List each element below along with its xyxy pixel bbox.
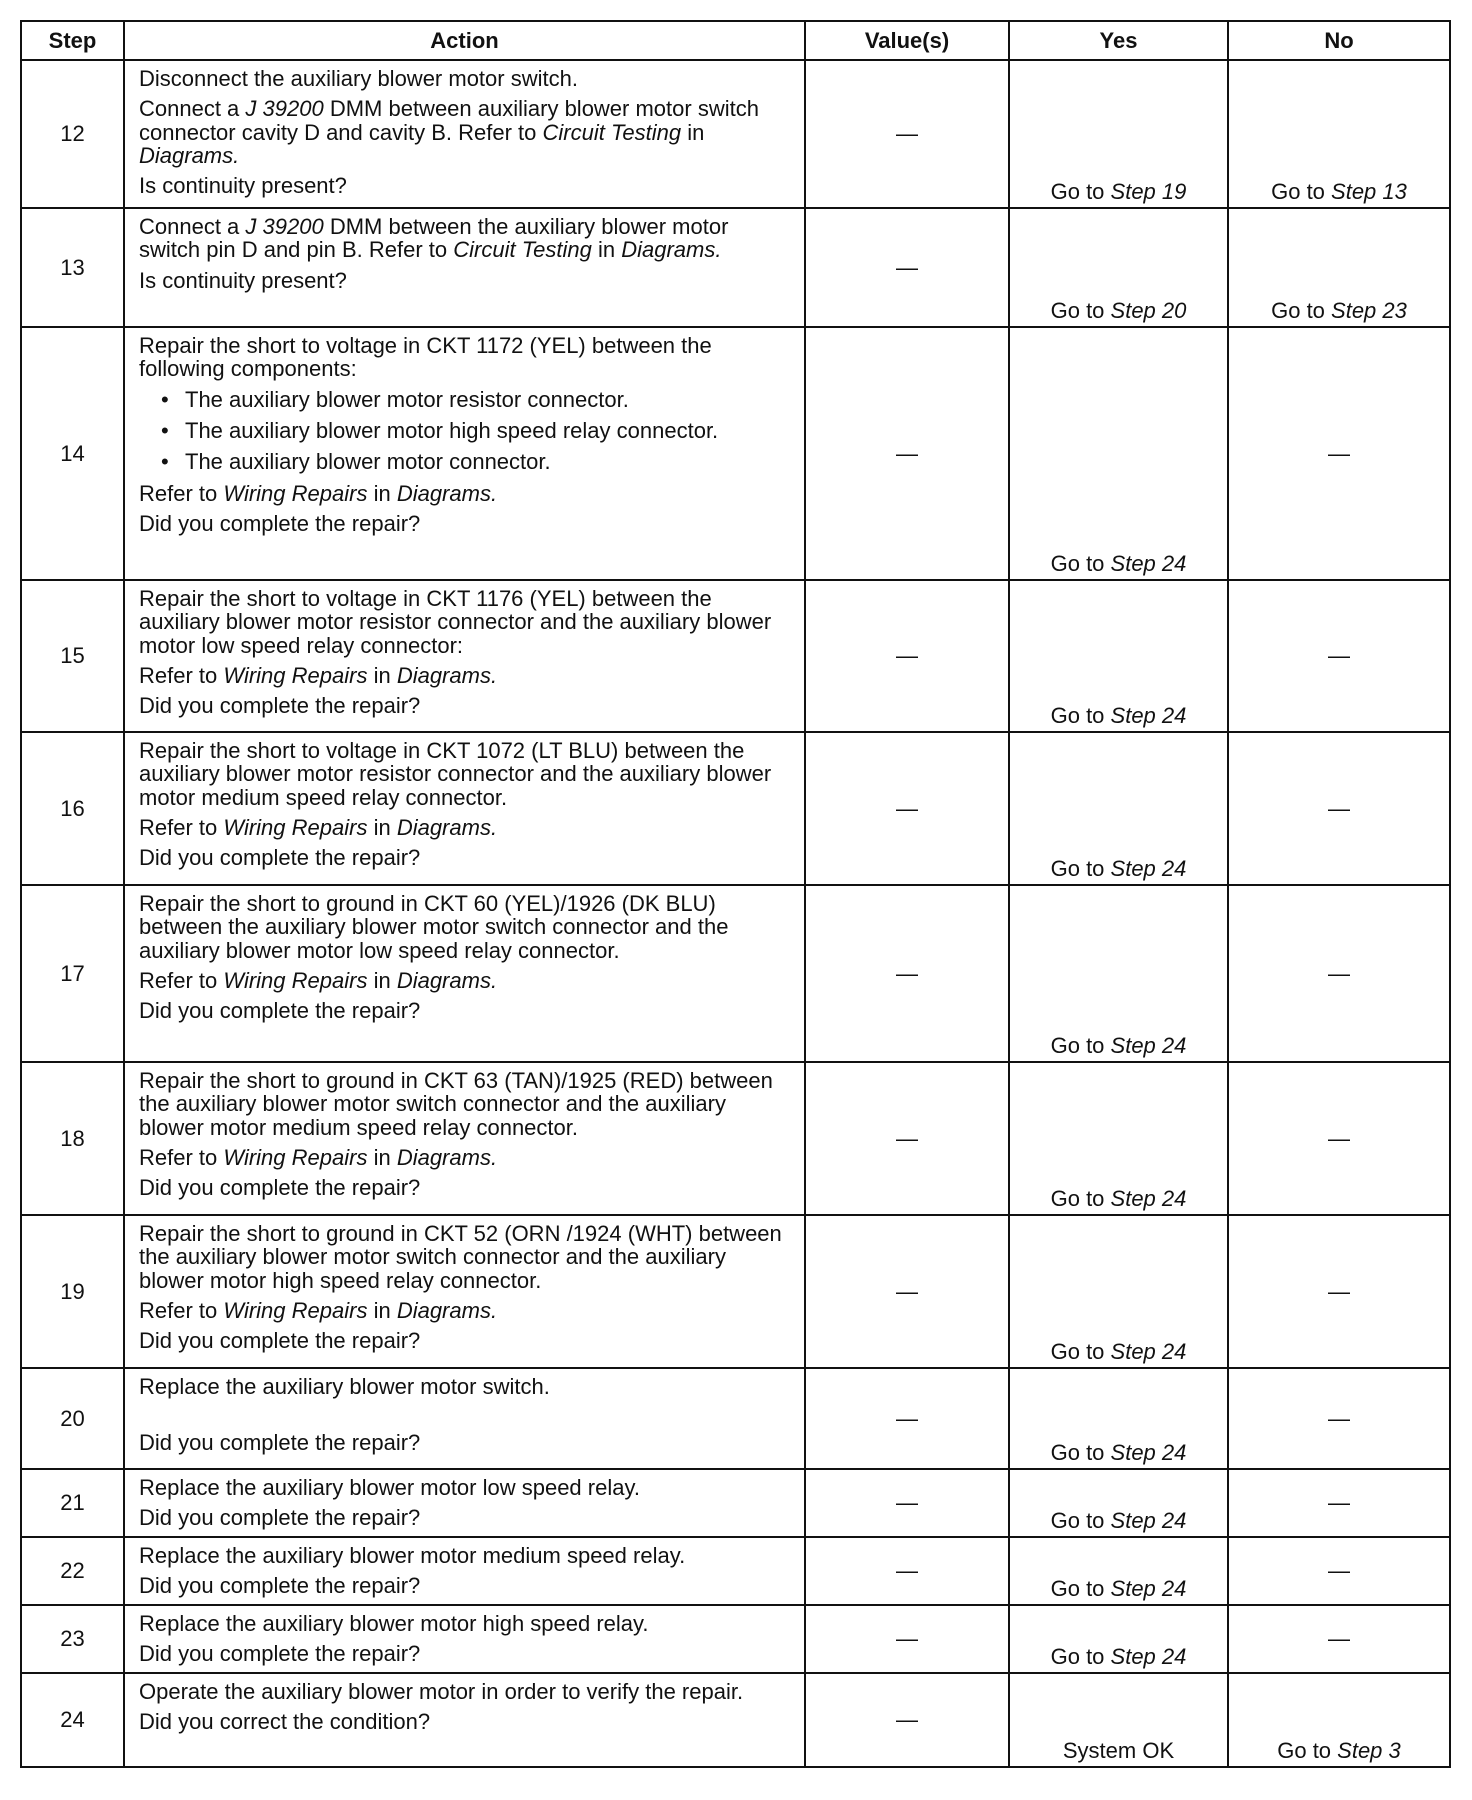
yes-cell <box>1009 327 1228 580</box>
action-text: in <box>367 1144 397 1170</box>
value-cell: — <box>805 885 1009 1062</box>
action-cell <box>124 885 805 1062</box>
action-text: Replace the auxiliary blower motor low speed relay. <box>139 1475 640 1500</box>
table-row <box>21 1215 1450 1368</box>
action-text: Is continuity present? <box>139 173 347 199</box>
action-text: Repair the short to voltage in CKT 1172 (YEL) between the following components: <box>139 333 712 382</box>
action-text: in <box>367 967 397 993</box>
table-row <box>21 580 1450 732</box>
reference-text: Diagrams. <box>396 1297 498 1323</box>
value-cell: — <box>805 580 1009 732</box>
no-cell <box>1228 327 1450 580</box>
outcome-text: — <box>1328 1490 1350 1516</box>
step-number: 15 <box>21 580 124 732</box>
outcome-text: — <box>1328 795 1350 821</box>
reference-text: Wiring Repairs <box>223 662 368 688</box>
yes-cell <box>1009 1673 1228 1767</box>
action-cell <box>124 1062 805 1215</box>
action-text: Connect a <box>139 214 246 239</box>
action-cell <box>124 208 805 327</box>
reference-text: Diagrams. <box>621 237 722 263</box>
yes-cell <box>1009 732 1228 885</box>
action-text: Did you complete the repair? <box>139 1573 421 1599</box>
outcome-text: — <box>1328 1125 1350 1151</box>
value-cell: — <box>805 732 1009 885</box>
table-row <box>21 1368 1450 1469</box>
table-row <box>21 1469 1450 1537</box>
action-text: Did you complete the repair? <box>139 1505 421 1531</box>
outcome-text: Go to <box>1277 1737 1338 1763</box>
action-paragraph <box>139 846 794 869</box>
yes-cell <box>1009 208 1228 327</box>
table-row <box>21 1673 1450 1767</box>
action-paragraph <box>139 1069 794 1139</box>
action-text: Repair the short to ground in CKT 52 (ORN /1924 (WHT) between the auxiliary blower motor switch connector and the auxiliary blower motor high speed relay connector. <box>139 1221 782 1293</box>
step-number: 14 <box>21 327 124 580</box>
action-paragraph <box>139 215 794 262</box>
reference-text: Diagrams. <box>396 967 498 993</box>
action-text: Refer to <box>139 814 224 840</box>
action-paragraph <box>139 1544 794 1567</box>
table-row <box>21 1062 1450 1215</box>
step-reference: Step 19 <box>1110 178 1187 204</box>
step-number: 16 <box>21 732 124 885</box>
action-paragraph <box>139 587 794 657</box>
action-text: Did you complete the repair? <box>139 510 421 536</box>
action-text: Is continuity present? <box>139 267 347 293</box>
reference-text: Diagrams. <box>396 814 498 840</box>
outcome-text: Go to <box>1050 702 1111 728</box>
action-text: Refer to <box>139 1144 224 1170</box>
value-cell: — <box>805 208 1009 327</box>
table-row <box>21 327 1450 580</box>
action-paragraph <box>139 969 794 992</box>
step-reference: Step 24 <box>1110 855 1187 881</box>
action-text: Did you complete the repair? <box>139 693 421 719</box>
reference-text: J 39200 <box>245 96 324 122</box>
header-action: Action <box>124 21 805 60</box>
value-cell: — <box>805 60 1009 208</box>
reference-text: Diagrams. <box>396 1144 498 1170</box>
table-row <box>21 60 1450 208</box>
outcome-text: Go to <box>1050 1439 1111 1465</box>
step-reference: Step 24 <box>1110 1643 1187 1669</box>
step-reference: Step 3 <box>1337 1737 1401 1763</box>
step-reference: Step 24 <box>1110 1439 1187 1465</box>
action-text: in <box>367 1297 397 1323</box>
yes-cell <box>1009 60 1228 208</box>
step-number: 17 <box>21 885 124 1062</box>
action-paragraph <box>139 67 794 90</box>
header-no: No <box>1228 21 1450 60</box>
action-text: Did you complete the repair? <box>139 1430 421 1456</box>
action-text: Did you complete the repair? <box>139 1175 421 1201</box>
yes-cell <box>1009 1469 1228 1537</box>
action-paragraph <box>139 1222 794 1292</box>
outcome-text: Go to <box>1271 178 1332 204</box>
outcome-text: Go to <box>1050 297 1111 323</box>
action-paragraph <box>139 1506 794 1529</box>
action-text: in <box>367 662 397 688</box>
value-cell: — <box>805 1605 1009 1673</box>
component-list-item: • The auxiliary blower motor high speed relay connector. <box>139 419 794 442</box>
header-yes: Yes <box>1009 21 1228 60</box>
action-cell <box>124 1215 805 1368</box>
action-paragraph <box>139 1375 794 1398</box>
action-text: Refer to <box>139 662 224 688</box>
action-paragraph <box>139 1329 794 1352</box>
no-cell <box>1228 1537 1450 1605</box>
value-cell: — <box>805 1537 1009 1605</box>
no-cell <box>1228 208 1450 327</box>
action-cell <box>124 1368 805 1469</box>
no-cell <box>1228 1469 1450 1537</box>
action-paragraph <box>139 1642 794 1665</box>
action-text: Did you correct the condition? <box>139 1709 431 1735</box>
outcome-text: System OK <box>1062 1737 1175 1763</box>
action-text: Repair the short to voltage in CKT 1072 (LT BLU) between the auxiliary blower motor resistor connector and the auxiliary blower motor medium speed relay connector. <box>139 738 772 810</box>
step-reference: Step 24 <box>1110 702 1187 728</box>
reference-text: Diagrams. <box>396 480 498 506</box>
outcome-text: — <box>1328 1626 1350 1652</box>
action-text: Did you complete the repair? <box>139 845 421 871</box>
action-text: Did you complete the repair? <box>139 1328 421 1354</box>
reference-text: J 39200 <box>245 214 324 239</box>
action-text: Refer to <box>139 480 224 506</box>
step-reference: Step 13 <box>1331 178 1407 204</box>
step-number: 12 <box>21 60 124 208</box>
table-row <box>21 208 1450 327</box>
action-text: Replace the auxiliary blower motor switch. <box>139 1374 550 1399</box>
action-cell <box>124 580 805 732</box>
yes-cell <box>1009 580 1228 732</box>
no-cell <box>1228 1062 1450 1215</box>
no-cell <box>1228 1605 1450 1673</box>
action-text: Refer to <box>139 967 224 993</box>
action-cell <box>124 1469 805 1537</box>
outcome-text: Go to <box>1050 1338 1111 1364</box>
yes-cell <box>1009 1215 1228 1368</box>
no-cell <box>1228 885 1450 1062</box>
action-paragraph <box>139 512 794 535</box>
yes-cell <box>1009 1537 1228 1605</box>
component-list-item: • The auxiliary blower motor connector. <box>139 450 794 473</box>
action-text: in <box>367 480 397 506</box>
component-list <box>139 388 794 474</box>
table-row <box>21 1537 1450 1605</box>
value-cell: — <box>805 327 1009 580</box>
header-values: Value(s) <box>805 21 1009 60</box>
no-cell <box>1228 732 1450 885</box>
action-cell <box>124 60 805 208</box>
no-cell <box>1228 1368 1450 1469</box>
step-reference: Step 20 <box>1110 297 1187 323</box>
action-paragraph <box>139 999 794 1022</box>
step-number: 19 <box>21 1215 124 1368</box>
step-number: 13 <box>21 208 124 327</box>
no-cell <box>1228 1673 1450 1767</box>
action-text: Refer to <box>139 1297 224 1323</box>
action-text: Replace the auxiliary blower motor high speed relay. <box>139 1611 649 1636</box>
action-paragraph <box>139 334 794 381</box>
action-text: in <box>367 814 397 840</box>
value-cell: — <box>805 1368 1009 1469</box>
action-text: Connect a <box>139 96 246 122</box>
outcome-text: — <box>1328 960 1350 986</box>
action-text: Operate the auxiliary blower motor in order to verify the repair. <box>139 1679 744 1704</box>
action-paragraph <box>139 269 794 292</box>
action-cell <box>124 1537 805 1605</box>
action-paragraph <box>139 1431 794 1454</box>
action-text: Did you complete the repair? <box>139 1641 421 1667</box>
outcome-text: Go to <box>1050 1507 1111 1533</box>
step-number: 21 <box>21 1469 124 1537</box>
action-cell <box>124 327 805 580</box>
step-number: 23 <box>21 1605 124 1673</box>
table-body <box>21 60 1450 1767</box>
action-paragraph <box>139 1176 794 1199</box>
action-cell <box>124 1605 805 1673</box>
outcome-text: — <box>1328 1278 1350 1304</box>
reference-text: Diagrams. <box>139 142 240 168</box>
action-paragraph <box>139 1710 794 1733</box>
reference-text: Circuit Testing <box>453 237 592 263</box>
action-text: Repair the short to ground in CKT 63 (TAN)/1925 (RED) between the auxiliary blower motor switch connector and the auxiliary blower motor medium speed relay connector. <box>139 1068 773 1140</box>
reference-text: Wiring Repairs <box>223 1297 368 1323</box>
action-paragraph <box>139 1680 794 1703</box>
outcome-text: Go to <box>1050 1185 1111 1211</box>
action-text: Repair the short to voltage in CKT 1176 (YEL) between the auxiliary blower motor resistor connector and the auxiliary blower motor low speed relay connector: <box>139 586 772 658</box>
action-paragraph <box>139 892 794 962</box>
step-number: 20 <box>21 1368 124 1469</box>
outcome-text: Go to <box>1050 1575 1111 1601</box>
outcome-text: — <box>1328 1405 1350 1431</box>
action-paragraph <box>139 1574 794 1597</box>
action-cell <box>124 1673 805 1767</box>
outcome-text: Go to <box>1050 1643 1111 1669</box>
action-paragraph <box>139 1476 794 1499</box>
action-paragraph <box>139 482 794 505</box>
step-number: 18 <box>21 1062 124 1215</box>
outcome-text: Go to <box>1271 297 1332 323</box>
action-text: Replace the auxiliary blower motor medium speed relay. <box>139 1543 686 1568</box>
action-paragraph <box>139 1299 794 1322</box>
yes-cell <box>1009 1062 1228 1215</box>
step-reference: Step 24 <box>1110 1338 1187 1364</box>
no-cell <box>1228 60 1450 208</box>
reference-text: Wiring Repairs <box>223 480 368 506</box>
reference-text: Diagrams. <box>396 662 498 688</box>
action-paragraph <box>139 1612 794 1635</box>
step-reference: Step 24 <box>1110 1185 1187 1211</box>
outcome-text: Go to <box>1050 855 1111 881</box>
no-cell <box>1228 580 1450 732</box>
reference-text: Circuit Testing <box>542 119 682 145</box>
table-row <box>21 732 1450 885</box>
action-paragraph <box>139 1146 794 1169</box>
value-cell: — <box>805 1215 1009 1368</box>
outcome-text: — <box>1328 643 1350 669</box>
outcome-text: Go to <box>1050 1032 1111 1058</box>
no-cell <box>1228 1215 1450 1368</box>
yes-cell <box>1009 885 1228 1062</box>
action-text: Disconnect the auxiliary blower motor switch. <box>139 66 578 91</box>
outcome-text: — <box>1328 1558 1350 1584</box>
action-paragraph <box>139 174 794 197</box>
table-row <box>21 1605 1450 1673</box>
header-row <box>21 21 1450 60</box>
reference-text: Wiring Repairs <box>223 967 368 993</box>
step-reference: Step 24 <box>1110 1507 1187 1533</box>
action-paragraph <box>139 739 794 809</box>
step-reference: Step 23 <box>1331 297 1407 323</box>
action-text: DMM between the auxiliary blower motor switch pin D and pin B. Refer to <box>139 214 729 263</box>
spacer <box>139 1405 794 1431</box>
reference-text: Wiring Repairs <box>223 1144 368 1170</box>
action-cell <box>124 732 805 885</box>
step-reference: Step 24 <box>1110 550 1187 576</box>
value-cell: — <box>805 1062 1009 1215</box>
action-paragraph <box>139 694 794 717</box>
reference-text: Wiring Repairs <box>223 814 368 840</box>
action-text: in <box>681 119 705 145</box>
action-text: DMM between auxiliary blower motor switch connector cavity D and cavity B. Refer to <box>139 96 759 145</box>
outcome-text: Go to <box>1050 550 1111 576</box>
outcome-text: Go to <box>1050 178 1111 204</box>
outcome-text: — <box>1328 440 1350 466</box>
yes-cell <box>1009 1368 1228 1469</box>
component-list-item: • The auxiliary blower motor resistor connector. <box>139 388 794 411</box>
action-paragraph <box>139 97 794 167</box>
step-reference: Step 24 <box>1110 1575 1187 1601</box>
action-text: in <box>591 237 622 263</box>
action-text: Did you complete the repair? <box>139 998 421 1024</box>
step-number: 22 <box>21 1537 124 1605</box>
action-paragraph <box>139 816 794 839</box>
value-cell: — <box>805 1469 1009 1537</box>
yes-cell <box>1009 1605 1228 1673</box>
step-reference: Step 24 <box>1110 1032 1187 1058</box>
diagnostic-table <box>20 20 1451 1768</box>
value-cell: — <box>805 1673 1009 1767</box>
action-text: Repair the short to ground in CKT 60 (YEL)/1926 (DK BLU) between the auxiliary blower motor switch connector and the auxiliary blower motor low speed relay connector. <box>139 891 729 963</box>
header-step: Step <box>21 21 124 60</box>
table-row <box>21 885 1450 1062</box>
action-paragraph <box>139 664 794 687</box>
step-number: 24 <box>21 1673 124 1767</box>
